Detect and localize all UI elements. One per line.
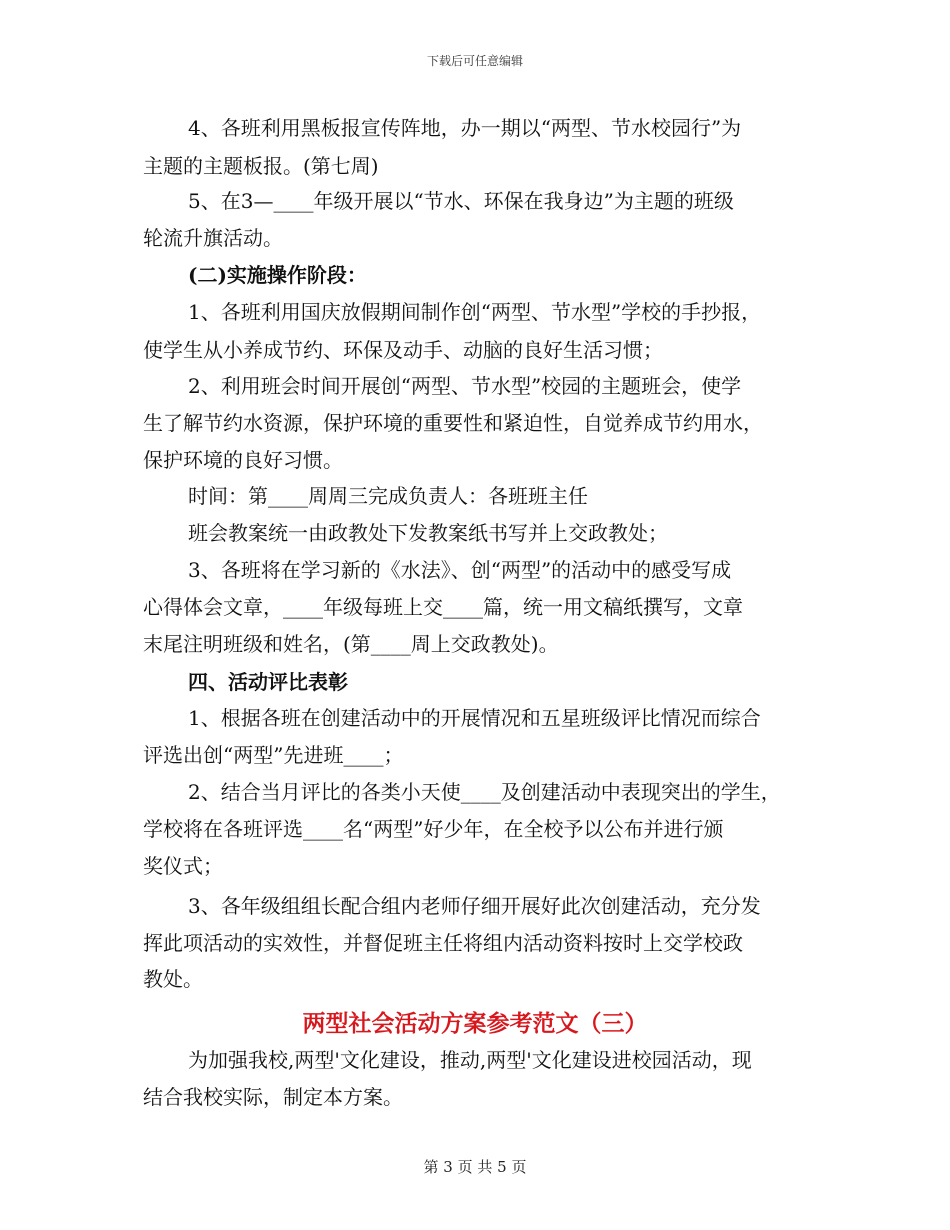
paragraph-line: 2、结合当月评比的各类小天使____及创建活动中表现突出的学生， <box>188 780 781 804</box>
paragraph-line: 主题的主题板报。(第七周) <box>143 154 379 178</box>
paragraph-line: 时间：第____周周三完成负责人：各班班主任 <box>188 484 588 508</box>
paragraph-line: 教处。 <box>143 967 203 991</box>
paragraph-line: 心得体会文章，____年级每班上交____篇，统一用文稿纸撰写，文章 <box>143 595 743 619</box>
paragraph-line: 评选出创“两型”先进班____； <box>143 743 404 767</box>
paragraph-line: 结合我校实际，制定本方案。 <box>143 1085 403 1109</box>
paragraph-line: 学校将在各班评选____名“两型”好少年，在全校予以公布并进行颁 <box>143 817 724 841</box>
paragraph-line: 1、各班利用国庆放假期间制作创“两型、节水型”学校的手抄报， <box>188 300 762 324</box>
section-heading: 四、活动评比表彰 <box>188 670 348 694</box>
paragraph-line: 5、在3—____年级开展以“节水、环保在我身边”为主题的班级 <box>188 189 734 213</box>
paragraph-line: 保护环境的良好习惯。 <box>143 448 343 472</box>
paragraph-line: 3、各年级组组长配合组内老师仔细开展好此次创建活动，充分发 <box>188 894 761 918</box>
paragraph-line: 4、各班利用黑板报宣传阵地，办一期以“两型、节水校园行”为 <box>188 116 742 140</box>
page-footer: 第 3 页 共 5 页 <box>423 1158 527 1176</box>
paragraph-line: 使学生从小养成节约、环保及动手、动脑的良好生活习惯； <box>143 338 663 362</box>
paragraph-line: 挥此项活动的实效性，并督促班主任将组内活动资料按时上交学校政 <box>143 931 743 955</box>
paragraph-line: 3、各班将在学习新的《水法》、创“两型”的活动中的感受写成 <box>188 558 732 582</box>
subsection-heading: (二)实施操作阶段： <box>188 263 367 287</box>
paragraph-line: 生了解节约水资源，保护环境的重要性和紧迫性，自觉养成节约用水， <box>143 411 763 435</box>
paragraph-line: 2、利用班会时间开展创“两型、节水型”校园的主题班会，使学 <box>188 374 742 398</box>
paragraph-line: 1、根据各班在创建活动中的开展情况和五星班级评比情况而综合 <box>188 706 761 730</box>
paragraph-line: 班会教案统一由政教处下发教案纸书写并上交政教处； <box>188 521 668 545</box>
paragraph-line: 奖仪式； <box>143 854 223 878</box>
header-note: 下载后可任意编辑 <box>426 54 523 68</box>
paragraph-line: 为加强我校,两型'文化建设，推动,两型'文化建设进校园活动，现 <box>188 1048 752 1072</box>
paragraph-line: 轮流升旗活动。 <box>143 226 283 250</box>
section-title: 两型社会活动方案参考范文（三） <box>302 1010 648 1037</box>
paragraph-line: 末尾注明班级和姓名，(第____周上交政教处)。 <box>143 632 559 656</box>
